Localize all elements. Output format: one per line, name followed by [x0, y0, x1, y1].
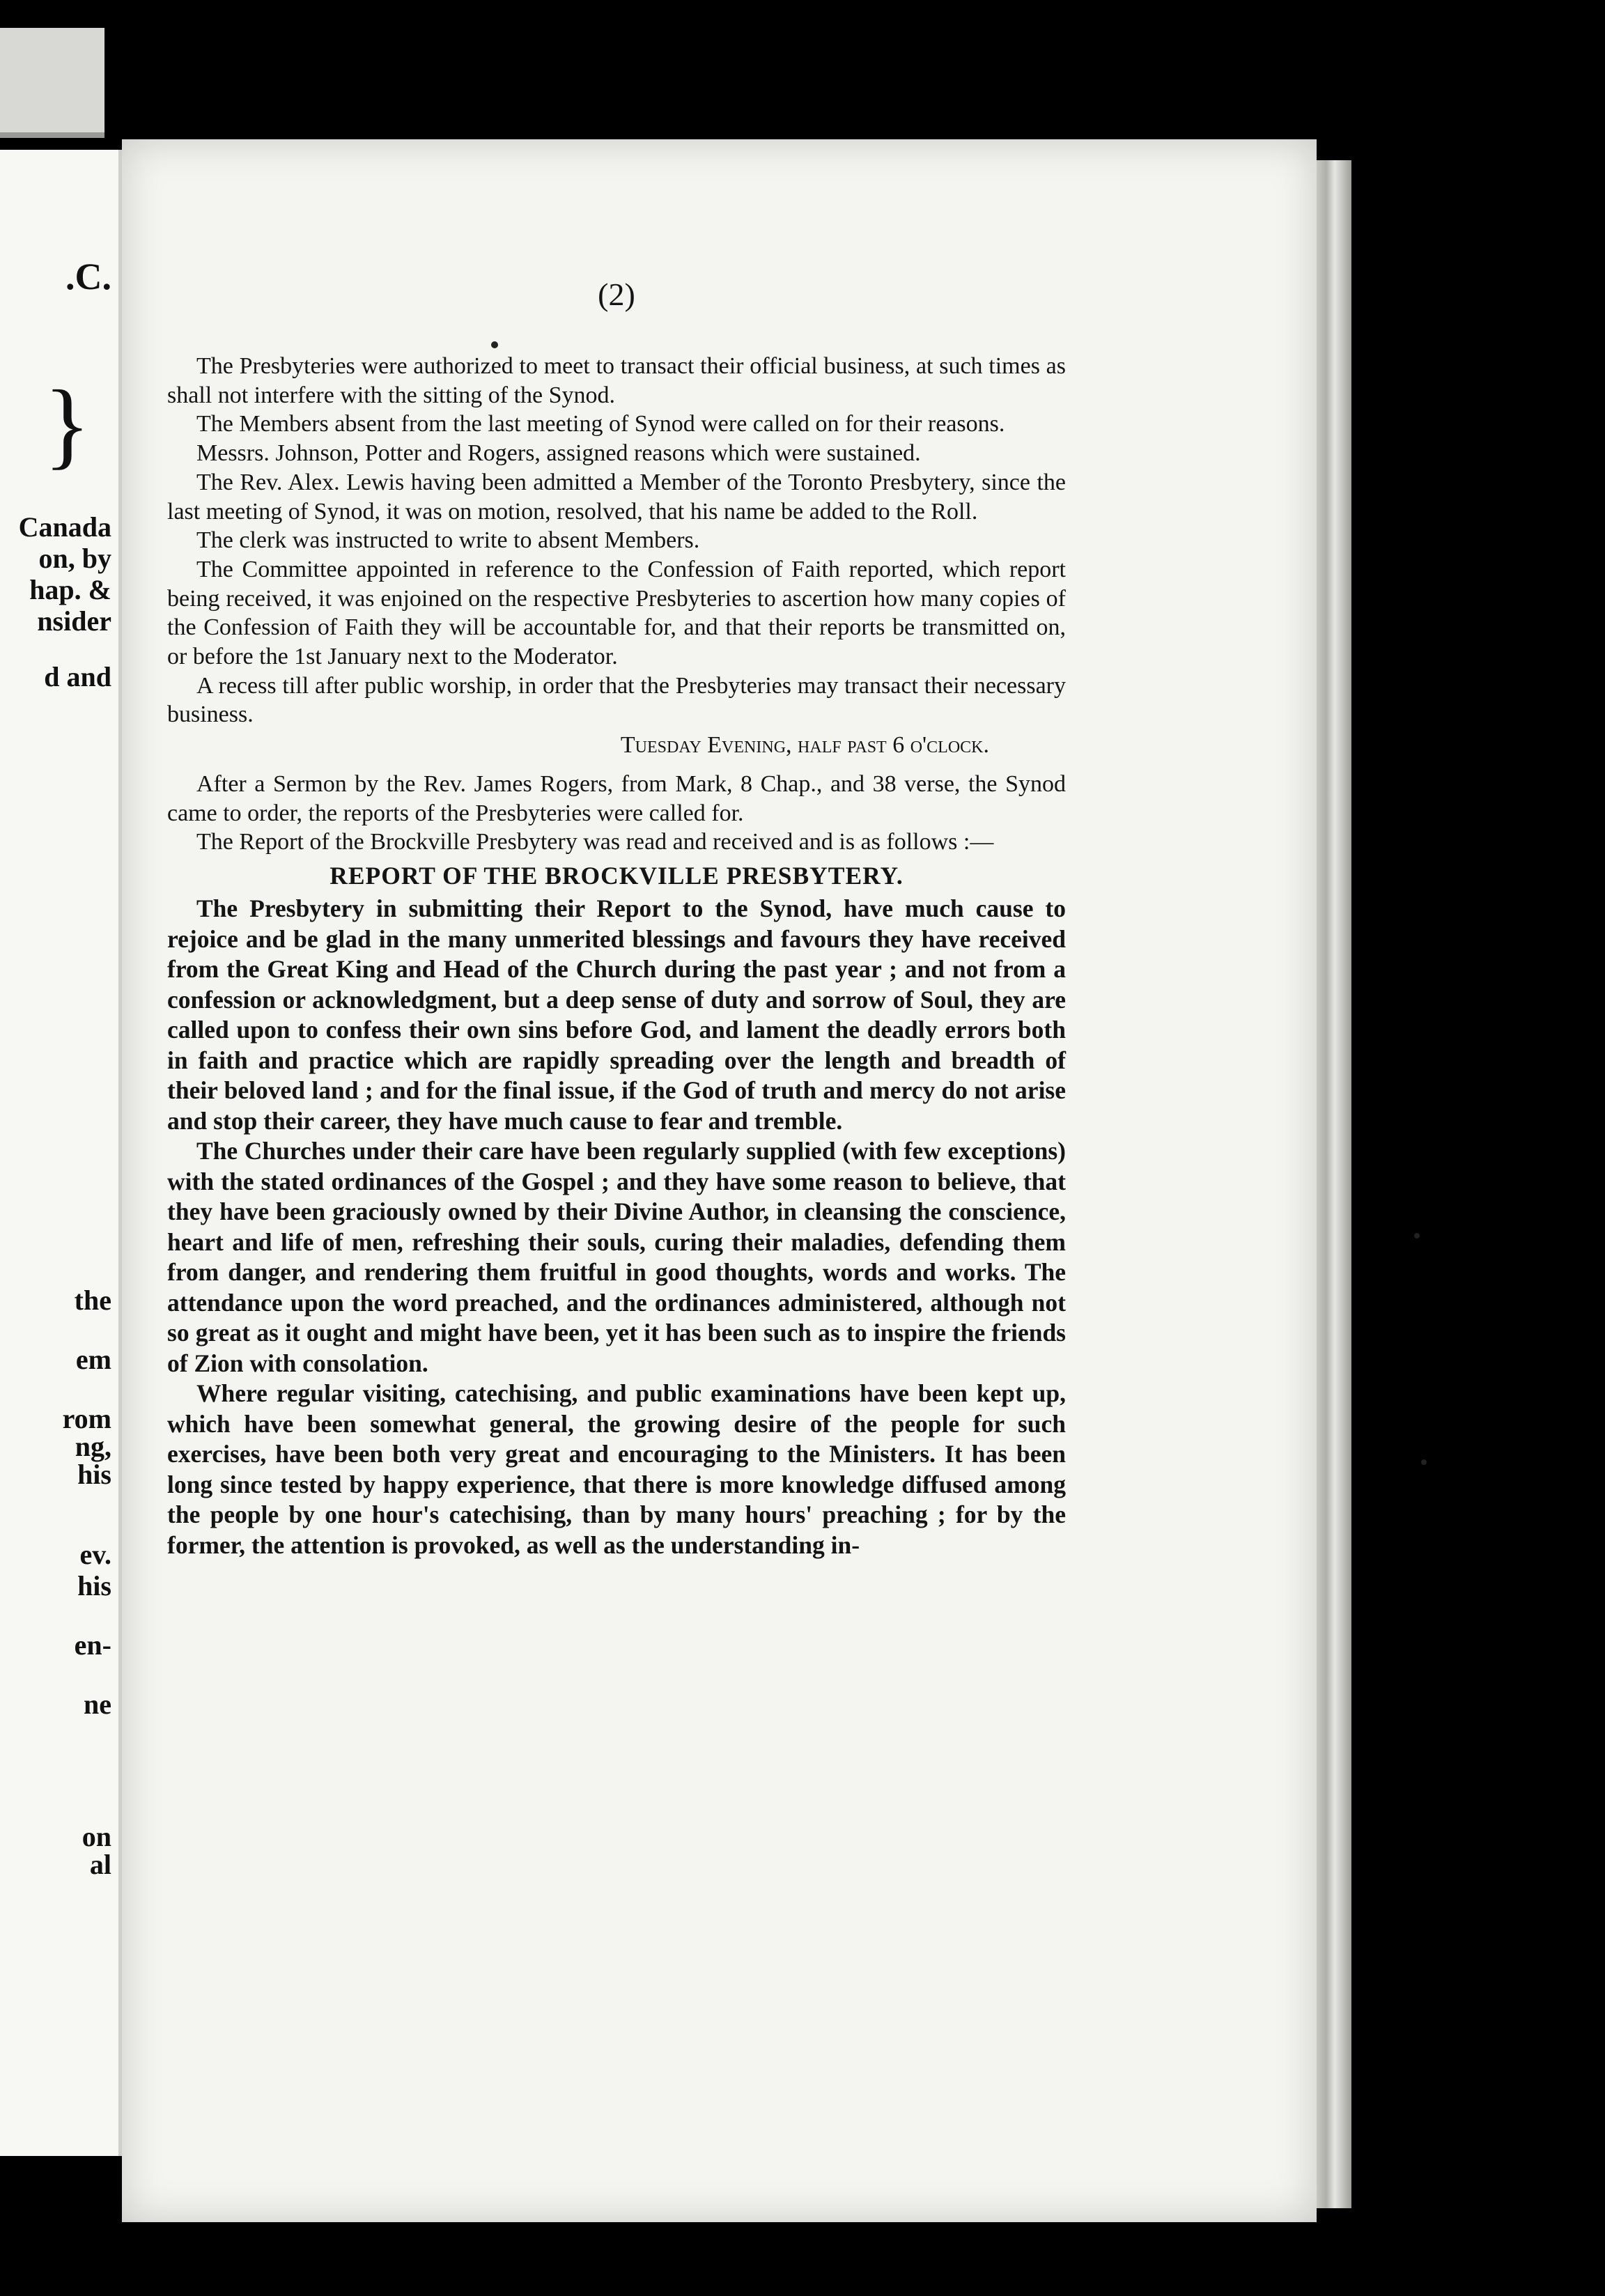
left-fragment: em — [75, 1344, 111, 1375]
paragraph: The Report of the Brockville Presbytery was read and received and is as follows :— — [196, 829, 994, 855]
left-fragment-brace: } — [43, 371, 91, 479]
report-paragraph: The Churches under their care have been regularly supplied (with few exceptions) with the stated ordinances of the Gospel ; and they have some reason to believe, that they have been graciously owned by their Divine Author, in cleansing the conscience, heart and life of men, refreshing their souls, curing their maladies, defending them from danger, and rendering them fruitful in good thoughts, words and works. The attendance upon the word preached, and the ordinances administered, although not so great as it ought and might have been, yet it has been such as to inspire the friends of Zion with consolation. — [167, 1137, 1066, 1377]
paragraph: The Committee appointed in reference to the Confession of Faith reported, which report being received, it was enjoined on the respective Presbyteries to ascertion how many copies of the Confession of Faith they will be accountable for, and that their reports be transmitted on, or before the 1st January next to the Moderator. — [167, 556, 1066, 670]
left-fragment: Canada — [18, 511, 111, 543]
ink-speck — [1414, 1233, 1420, 1239]
report-paragraph: Where regular visiting, catechising, and public examinations have been kept up, which have been somewhat general, the growing desire of the people for such exercises, have been both very great and encouraging to the Ministers. It has been long since tested by happy experience, that there is more knowledge diffused among the people by one hour's catechising, than by many hours' preaching ; for by the former, the attention is provoked, as well as the understanding in- — [167, 1379, 1066, 1559]
page-number: (2) — [598, 277, 635, 312]
report-heading: REPORT OF THE BROCKVILLE PRESBYTERY. — [329, 861, 904, 890]
ink-speck — [1421, 1459, 1427, 1465]
left-fragment: ng, — [75, 1431, 111, 1462]
left-fragment: .C. — [65, 256, 111, 297]
left-fragment: ev. — [79, 1539, 111, 1570]
paragraph: The Members absent from the last meeting of Synod were called on for their reasons. — [196, 411, 1005, 437]
left-fragment: on, by — [38, 543, 111, 574]
report-paragraph: The Presbytery in submitting their Report to the Synod, have much cause to rejoice and be glad in the many unmerited blessings and favours they have received from the Great King and Head of the Church during the past year ; and not from a confession or acknowledgment, but a deep sense of duty and sorrow of Soul, they are called upon to confess their own sins before God, and lament the deadly errors both in faith and practice which are rapidly spreading over the length and breadth of their beloved land ; and for the final issue, if the God of truth and mercy do not arise and stop their career, they have much cause to fear and tremble. — [167, 894, 1066, 1135]
adjacent-page-fragment — [0, 150, 123, 2156]
page-text — [167, 277, 1066, 1560]
paragraph: A recess till after public worship, in order that the Presbyteries may transact their necessary business. — [167, 672, 1066, 728]
minutes-section — [167, 300, 1066, 857]
left-fragment: on — [82, 1821, 111, 1852]
report-section — [167, 861, 1066, 1561]
left-fragment: ne — [84, 1689, 111, 1720]
paragraph: After a Sermon by the Rev. James Rogers, from Mark, 8 Chap., and 38 verse, the Synod came to order, the reports of the Presbyteries were called for. — [167, 770, 1066, 826]
paragraph: The Rev. Alex. Lewis having been admitted a Member of the Toronto Presbytery, since the last meeting of Synod, it was on motion, resolved, that his name be added to the Roll. — [167, 469, 1066, 525]
paragraph: The clerk was instructed to write to absent Members. — [196, 527, 700, 554]
paragraph: Messrs. Johnson, Potter and Rogers, assigned reasons which were sustained. — [196, 440, 921, 467]
left-fragment: nsider — [37, 605, 111, 637]
left-fragment: al — [89, 1849, 111, 1880]
left-fragment: en- — [74, 1629, 111, 1661]
adjacent-page-edge — [0, 28, 104, 138]
left-fragment: the — [74, 1285, 111, 1316]
paragraph: The Presbyteries were authorized to meet to transact their official business, at such times as shall not interfere with the sitting of the Synod. — [167, 353, 1066, 408]
left-fragment: hap. & — [29, 574, 111, 605]
time-heading: Tuesday Evening, half past 6 o'clock. — [620, 732, 989, 759]
left-fragment: rom — [62, 1403, 111, 1434]
left-fragment: his — [77, 1570, 111, 1601]
left-fragment: his — [77, 1459, 111, 1490]
left-fragment: d and — [44, 661, 111, 692]
